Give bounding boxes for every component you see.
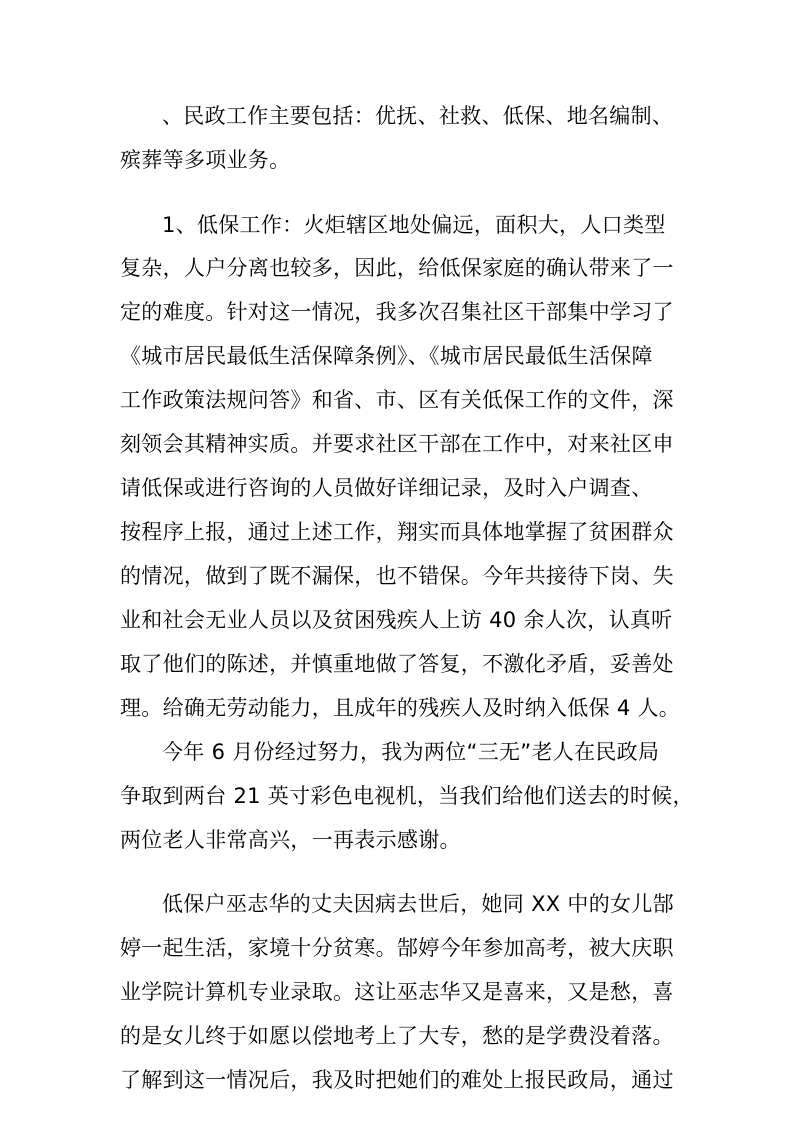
text-line: 今年 6 月份经过努力，我为两位“三无”老人在民政局 xyxy=(162,740,660,764)
text-line: 请低保或进行咨询的人员做好详细记录，及时入户调查、 xyxy=(120,476,653,500)
text-line: 殡葬等多项业务。 xyxy=(120,148,291,172)
text-line: 取了他们的陈述，并慎重地做了答复，不激化矛盾，妥善处 xyxy=(120,652,674,676)
text-line: 复杂，人户分离也较多，因此，给低保家庭的确认带来了一 xyxy=(120,256,674,280)
text-line: 定的难度。针对这一情况，我多次召集社区干部集中学习了 xyxy=(120,300,674,324)
text-line: 业学院计算机专业录取。这让巫志华又是喜来，又是愁，喜 xyxy=(120,980,674,1004)
text-line: 争取到两台 21 英寸彩色电视机，当我们给他们送去的时候， xyxy=(120,784,694,808)
text-line: 两位老人非常高兴，一再表示感谢。 xyxy=(120,828,461,852)
text-line: 的是女儿终于如愿以偿地考上了大专，愁的是学费没着落。 xyxy=(120,1024,674,1048)
text-line: 低保户巫志华的丈夫因病去世后，她同 XX 中的女儿郜 xyxy=(162,892,674,916)
text-line: 的情况，做到了既不漏保，也不错保。今年共接待下岗、失 xyxy=(120,564,674,588)
text-line: 业和社会无业人员以及贫困残疾人上访 40 余人次，认真听 xyxy=(120,608,673,632)
text-line: 工作政策法规问答》和省、市、区有关低保工作的文件，深 xyxy=(120,388,674,412)
text-line: 《城市居民最低生活保障条例》、《城市居民最低生活保障 xyxy=(120,344,653,368)
text-line: 刻领会其精神实质。并要求社区干部在工作中，对来社区申 xyxy=(120,432,674,456)
text-line: 了解到这一情况后，我及时把她们的难处上报民政局，通过 xyxy=(120,1068,674,1092)
text-line: 婷一起生活，家境十分贫寒。郜婷今年参加高考，被大庆职 xyxy=(120,936,674,960)
text-line: 、民政工作主要包括：优抚、社救、低保、地名编制、 xyxy=(162,104,674,128)
text-line: 1、低保工作：火炬辖区地处偏远，面积大，人口类型 xyxy=(162,213,666,237)
text-line: 按程序上报，通过上述工作，翔实而具体地掌握了贫困群众 xyxy=(120,520,674,544)
text-line: 理。给确无劳动能力，且成年的残疾人及时纳入低保 4 人。 xyxy=(120,696,681,720)
